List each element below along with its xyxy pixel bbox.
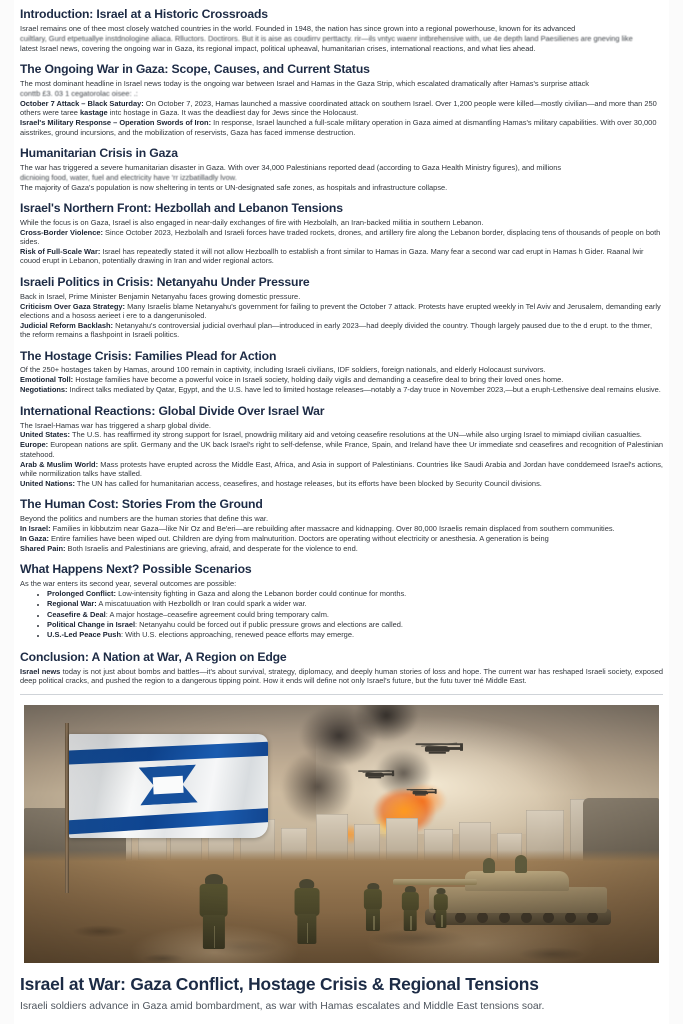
international-item-3 — [20, 479, 663, 488]
section-heading-introduction: Introduction: Israel at a Historic Crossroads — [20, 7, 268, 21]
item-text: Entire families have been wiped out. Children are dying from malnuturition. Doctors are operating without electricity or anesthesia. A generation is being — [48, 534, 549, 544]
conclusion-paragraph — [20, 667, 663, 686]
bullet-lead: Regional War: — [47, 599, 97, 609]
bullet-lead: Political Change in Israel — [47, 620, 136, 630]
item-lead: October 7 Attack – Black Saturday: — [20, 98, 144, 108]
northern-front-item-1 — [20, 247, 663, 266]
item-lead: Europe: — [20, 440, 49, 450]
item-text: Mass protests have erupted across the Middle East, Africa, and Asia in support of Palestinians. Countries like Saudi Arabia and Jordan have conddemeed Israel's actions, while normilization talks have stalled. — [20, 459, 663, 479]
ongoing-war-item-0 — [20, 99, 663, 118]
section-what-happens-next — [20, 562, 663, 640]
soldier-figure — [294, 879, 320, 943]
item-lead: Cross-Border Violence: — [20, 227, 103, 237]
section-heading-northern-front: Israel's Northern Front: Hezbollah and Lebanon Tensions — [20, 200, 343, 215]
flag-cloth — [69, 734, 268, 838]
international-item-1 — [20, 440, 663, 459]
israeli-politics-intro: Back in Israel, Prime Minister Benjamin Netanyahu faces growing domestic pressure. — [20, 291, 301, 301]
humanitarian-tail: The majority of Gaza's population is now sheltering in tents or UN-designated safe zones, as hospitals and infrastructure collapse. — [20, 182, 448, 192]
ongoing-war-item-1 — [20, 118, 663, 137]
item-text: Both Israelis and Palestinians are grieving, afraid, and desperate for the violence to end. — [65, 544, 358, 554]
conclusion-lead: Israel news — [20, 666, 61, 676]
list-item — [47, 620, 663, 630]
item-lead: In Israel: — [20, 524, 51, 534]
item-text2: intc hostage in Gaza. It was the deadliest day for Jews since the Holocaust. — [107, 108, 359, 118]
helicopter-icon — [419, 742, 467, 755]
human-cost-item-2 — [20, 544, 663, 553]
item-text: Many Israelis blame Netanyahu's government for failing to prevent the October 7 attack. Protests have erupted weekly in Tel Aviv and Jerusalem, demanding early elections and a hososs aerieet i ere to a dangerunisoled. — [20, 301, 661, 320]
item-lead: Israel's Military Response – Operation Swords of Iron: — [20, 118, 212, 128]
hero-image — [24, 705, 659, 963]
conclusion-text: today is not just about bombs and battles—it's about survival, strategy, diplomacy, and deeply human stories of loss and hope. The current war has reshaped Israeli society, exposed deep political cracks, and pushed the region to a dangerous tipping point. How it ends will define not only Israel's future, but the futu tuver tné Middle East. — [20, 666, 663, 685]
list-item — [47, 610, 663, 620]
section-ongoing-war — [20, 62, 663, 137]
list-item — [47, 630, 663, 640]
item-lead: United States: — [20, 430, 71, 440]
article-content — [14, 7, 669, 695]
scenarios-list — [20, 589, 663, 640]
ongoing-war-garbled: conttb £3. 03 1 cegatorolac oisee: .: — [20, 88, 138, 98]
section-hostage-crisis — [20, 349, 663, 395]
page-title: Israel at War: Gaza Conflict, Hostage Crisis & Regional Tensions — [20, 974, 539, 995]
item-text: Israel has repeatedly stated it will not allow Hezboallh to establish a front similar to Hamas in Gaza. Many fear a second war cad erupt in Hamas h Gider. Raanal lwir couod erupt in Lebanon, potentially drawing in Iran and wider regional actors. — [20, 247, 644, 266]
section-conclusion — [20, 650, 663, 686]
section-international-reactions — [20, 404, 663, 489]
section-northern-front — [20, 201, 663, 266]
section-introduction — [20, 7, 663, 53]
item-lead: Shared Pain: — [20, 544, 66, 554]
section-heading-conclusion: Conclusion: A Nation at War, A Region on Edge — [20, 649, 287, 664]
human-cost-item-0 — [20, 524, 663, 533]
item-lead: Risk of Full-Scale War: — [20, 247, 101, 257]
section-heading-israeli-politics: Israeli Politics in Crisis: Netanyahu Under Pressure — [20, 274, 310, 289]
ongoing-war-intro: The most dominant headline in Israel news today is the ongoing war between Israel and Hamas in the Gaza Strip, which escalated dramatically after Hamas's surprise attack — [20, 79, 590, 88]
hero-caption-area — [14, 963, 669, 1013]
international-intro: The Israel-Hamas war has triggered a sharp global divide. — [20, 420, 211, 430]
hostage-crisis-item-0 — [20, 375, 663, 384]
northern-front-item-0 — [20, 228, 663, 247]
bullet-text: A miscatuuation with Hezbolldh or Iran could spark a wider war. — [96, 599, 307, 609]
international-item-2 — [20, 460, 663, 479]
intro-paragraph-line1: Israel remains one of thee most closely watched countries in the world. Founded in 1948, the nation has since grown into a regional powerhouse, known for its advanced — [20, 23, 576, 33]
section-heading-international-reactions: International Reactions: Global Divide Over Israel War — [20, 403, 325, 418]
item-text: In response, Israel launched a full-scale military operation in Gaza aimed at dismantling Hamas's military capabilities. With over 30,000 aisstrikes, ground incursions, and the mobilization of reservists, Gaza has faced immense destruction. — [20, 118, 657, 137]
section-israeli-politics — [20, 275, 663, 340]
item-text: Since October 2023, Hezbolalh and Israeli forces have traded rockets, drones, and artillery fire along the Lebanon border, displacing tens of thousands of people on both sides. — [20, 227, 661, 247]
item-lead: Arab & Muslim World: — [20, 459, 99, 469]
bullet-text: : With U.S. elections approaching, renewed peace efforts may emerge. — [121, 630, 355, 640]
human-cost-intro: Beyond the politics and numbers are the human stories that define this war. — [20, 514, 269, 524]
article-sheet — [14, 0, 669, 1024]
section-humanitarian-crisis — [20, 146, 663, 192]
item-lead: Negotiations: — [20, 385, 68, 395]
star-of-david-icon — [129, 758, 207, 812]
item-text: The UN has called for humanitarian access, ceasefires, and hostage releases, but its efforts have been blocked by Security Council divisions. — [74, 478, 542, 488]
international-item-0 — [20, 430, 663, 439]
item-text: On October 7, 2023, Hamas launched a massive coordinated attack on southern Israel. Over 1,200 people were killed—mostly civilian—and more than 250 others were taree — [20, 98, 657, 118]
bullet-lead: Ceasefire & Deal — [47, 609, 106, 619]
page-subtitle: Israeli soldiers advance in Gaza amid bombardment, as war with Hamas escalates and Middle East tensions soar. — [20, 1000, 545, 1012]
section-heading-hostage-crisis: The Hostage Crisis: Families Plead for Action — [20, 348, 277, 363]
item-lead: In Gaza: — [20, 534, 49, 544]
humanitarian-garbled: dicnioing food, water, fuel and electricity have 'rr izzbatilladly lvow. — [20, 172, 237, 182]
item-lead: Criticism Over Gaza Strategy: — [20, 301, 125, 311]
section-heading-ongoing-war: The Ongoing War in Gaza: Scope, Causes, and Current Status — [20, 62, 370, 77]
hostage-crisis-intro: Of the 250+ hostages taken by Hamas, around 100 remain in captivity, including Israeli civilians, IDF soldiers, foreign nationals, and elderly Holocaust survivors. — [20, 365, 546, 375]
soldier-figure — [402, 886, 419, 930]
hero-illustration — [24, 705, 659, 963]
human-cost-item-1 — [20, 534, 663, 543]
list-item — [47, 589, 663, 599]
item-inline-bold: kastage — [79, 108, 108, 118]
bullet-text: : A major hostage–ceasefire agreement could bring temporary calm. — [105, 609, 329, 619]
israeli-flag — [59, 728, 275, 872]
soldier-figure — [199, 874, 229, 948]
list-item — [47, 599, 663, 609]
item-text: Hostage families have become a powerful voice in Israeli society, holding daily vigils and demanding a ceasefire deal to bring their loved ones home. — [73, 375, 564, 385]
section-heading-human-cost: The Human Cost: Stories From the Ground — [20, 497, 263, 512]
helicopter-icon — [361, 769, 397, 779]
section-heading-what-happens-next: What Happens Next? Possible Scenarios — [20, 562, 252, 577]
humanitarian-line1: The war has triggered a severe humanitarian disaster in Gaza. With over 34,000 Palestinians reported dead (according to Gaza Health Ministry figures), and millions — [20, 162, 562, 172]
item-lead: United Nations: — [20, 478, 75, 488]
hostage-crisis-item-1 — [20, 385, 663, 394]
israeli-politics-item-1 — [20, 321, 663, 340]
section-human-cost — [20, 497, 663, 553]
item-lead: Judicial Reform Backlash: — [20, 320, 114, 330]
intro-paragraph-garbled: cuiltlary, Gurd etpetuallye instdnologine aliaca. Rlluctors. Doctirors. But it is aise as coudirrv perttacty. rir—ils vntyc waenr intbrehensive with, ue 4e depth land Paesilienes are gneving like — [20, 33, 633, 43]
helicopter-icon — [409, 788, 439, 796]
item-text: European nations are split. Germany and the UK back Israel's right to self-defense, while France, Spain, and Ireland have thee Ur immediate snd ceasefires and recognition of Palestinian statehood. — [20, 440, 663, 459]
item-text: The U.S. has reaffirmed ity strong support for Israel, pnowdriig military aid and vetoing ceasefire resolutions at the UN—while also urging Israel to mimiapd civilian casualties. — [70, 430, 642, 440]
soldier-figure — [364, 883, 383, 930]
bullet-lead: Prolonged Conflict: — [47, 589, 116, 599]
section-heading-humanitarian-crisis: Humanitarian Crisis in Gaza — [20, 145, 178, 160]
intro-paragraph-tail: latest Israel news, covering the ongoing war in Gaza, its regional impact, political upheaval, humanitarian crises, international reactions, and what lies ahead. — [20, 43, 536, 53]
item-lead: Emotional Toll: — [20, 375, 74, 385]
bullet-text: Low-intensity fighting in Gaza and along the Lebanon border could continue for months. — [116, 589, 407, 599]
item-text: Netanyahu's controversial judicial overhaul plan—introduced in early 2023—had deeply divided the country. Though largely paused due to the d erupt. to the thmer, the reform remains a flashpoint in Israeli politics. — [20, 320, 653, 340]
item-text: Indirect talks mediated by Qatar, Egypt, and the U.S. have led to limited hostage releases—notably a 7-day truce in November 2023,—but a eruph-Lethensive deal remains elusive. — [67, 385, 661, 395]
section-divider — [20, 694, 663, 695]
item-text: Families in kibbutzim near Gaza—like Nir Oz and Be'eri—are rebuilding after massacre and kidnapping. Over 80,000 Israelis remain displaced from southern communities. — [50, 524, 615, 534]
scenarios-intro: As the war enters its second year, several outcomes are possible: — [20, 579, 237, 589]
bullet-text: : Netanyahu could be forced out if public pressure grows and elections are called. — [135, 620, 403, 630]
northern-front-intro: While the focus is on Gaza, Israel is also engaged in near-daily exchanges of fire with Hezbolalh, an Iran-backed militia in southern Lebanon. — [20, 217, 484, 227]
soldier-figure — [434, 888, 449, 927]
israeli-politics-item-0 — [20, 302, 663, 321]
bullet-lead: U.S.-Led Peace Push — [47, 630, 121, 640]
